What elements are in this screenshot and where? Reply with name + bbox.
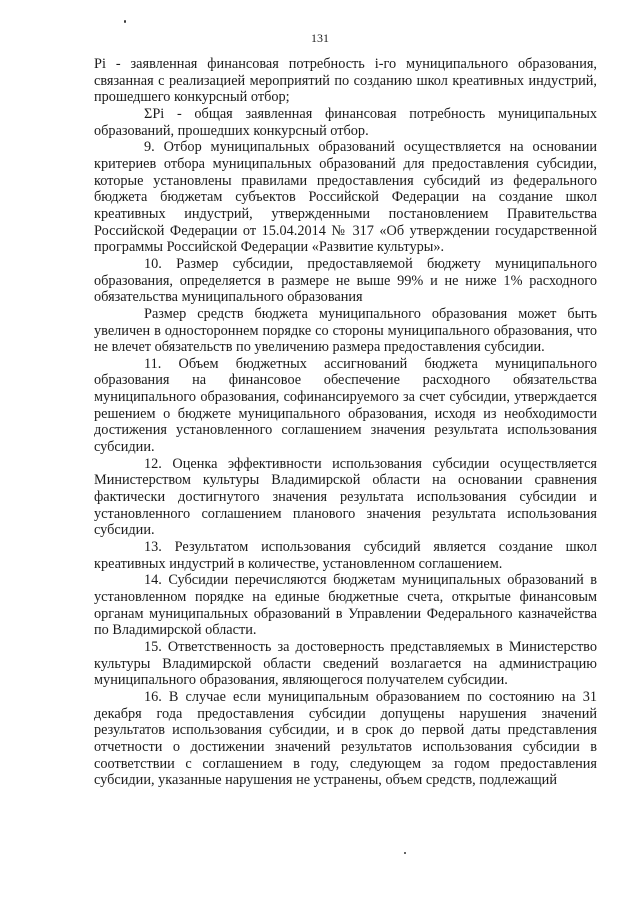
paragraph-16: 16. В случае если муниципальным образованием по состоянию на 31 декабря года предоставления субсидии допущены нарушения значений результатов использования субсидии, и в срок до первой даты представления отчетности о достижении значений результатов использования субсидии в соответствии с соглашением в году, следующем за годом предоставления субсидии, указанные нарушения не устранены, объем средств, подлежащий — [94, 688, 597, 789]
paragraph-budget-size: Размер средств бюджета муниципального образования может быть увеличен в одностороннем порядке со стороны муниципального образования, что не влечет обязательств по увеличению размера предоставления субсидии. — [94, 305, 597, 356]
paragraph-14: 14. Субсидии перечисляются бюджетам муниципальных образований в установленном порядке на единые бюджетные счета, открытые финансовым органам муниципальных образований в Управлении Федерального казначейства по Владимирской области. — [94, 572, 597, 639]
paragraph-13: 13. Результатом использования субсидий является создание школ креативных индустрий в количестве, установленном соглашением. — [94, 539, 597, 572]
scan-speck — [124, 20, 126, 23]
scan-speck — [404, 852, 406, 854]
paragraph-12: 12. Оценка эффективности использования субсидии осуществляется Министерством культуры Владимирской области на основании сравнения фактически достигнутого значения результата использования субсидии и установленного соглашением планового значения результата использования субсидии. — [94, 455, 597, 539]
page-number: 131 — [311, 31, 329, 45]
paragraph-10: 10. Размер субсидии, предоставляемой бюджету муниципального образования, определяется в размере не выше 99% и не ниже 1% расходного обязательства муниципального образования — [94, 255, 597, 306]
paragraph-11: 11. Объем бюджетных ассигнований бюджета муниципального образования на финансовое обеспечение расходного обязательства муниципального образования, софинансируемого за счет субсидии, утверждается решением о бюджете муниципального образования, исходя из необходимости достижения установленного соглашением значения результата использования субсидии. — [94, 355, 597, 456]
paragraph-sum-pi-definition: ΣPi - общая заявленная финансовая потребность муниципальных образований, прошедших конкурсный отбор. — [94, 105, 597, 139]
document-text — [94, 56, 597, 789]
paragraph-pi-definition: Pi - заявленная финансовая потребность i-го муниципального образования, связанная с реализацией мероприятий по созданию школ креативных индустрий, прошедшего конкурсный отбор; — [94, 56, 597, 106]
paragraph-15: 15. Ответственность за достоверность представляемых в Министерство культуры Владимирской области сведений возлагается на администрацию муниципального образования, являющегося получателем субсидии. — [94, 638, 597, 689]
paragraph-9: 9. Отбор муниципальных образований осуществляется на основании критериев отбора муниципальных образований для предоставления субсидии, которые установлены правилами предоставления субсидий из федерального бюджета бюджетам субъектов Российской Федерации на создание школ креативных индустрий, утвержденными постановлением Правительства Российской Федерации от 15.04.2014 № 317 «Об утверждении государственной программы Российской Федерации «Развитие культуры». — [94, 139, 597, 256]
